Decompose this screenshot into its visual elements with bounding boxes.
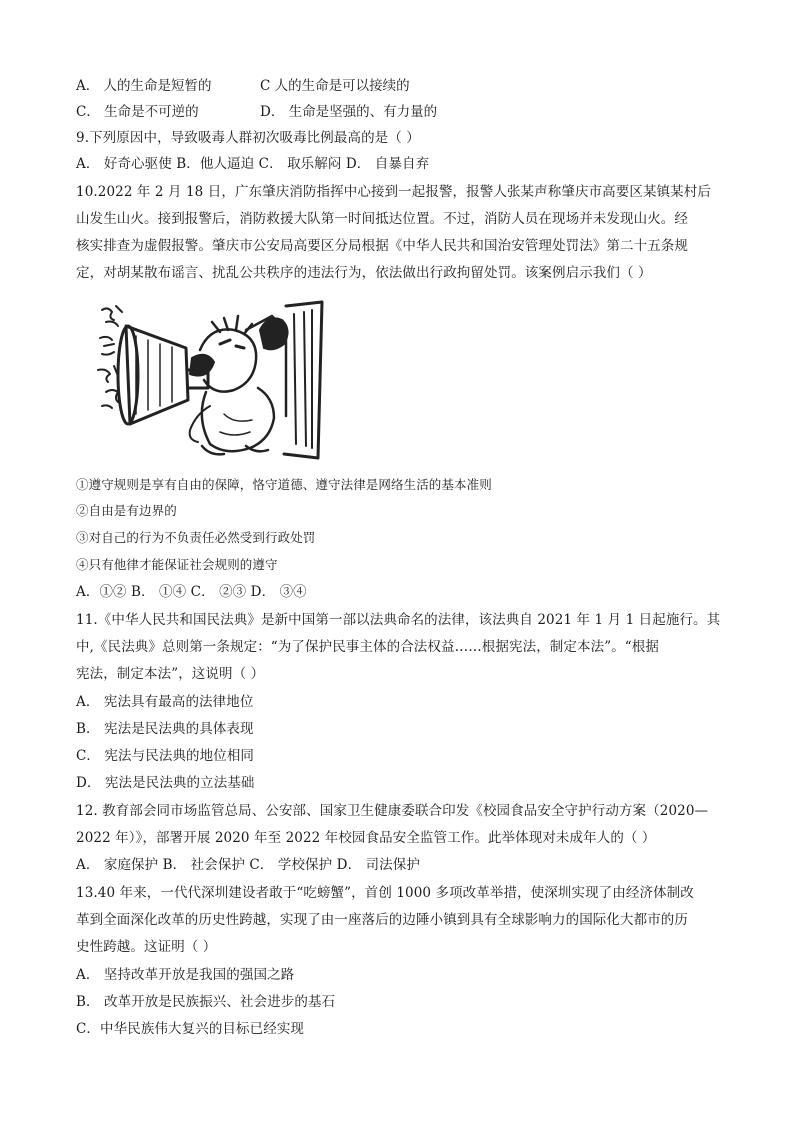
megaphone-cartoon-illustration bbox=[96, 296, 324, 462]
q9-stem: 9.下列原因中，导致吸毒人群初次吸毒比例最高的是（ ） bbox=[76, 130, 420, 146]
q10-stem-line-2: 山发生山火。接到报警后，消防救援大队第一时间抵达位置。不过，消防人员在现场并未发现山火。经 bbox=[76, 211, 688, 227]
q10-statement-4: ④只有他律才能保证社会规则的遵守 bbox=[76, 557, 278, 572]
q10-statement-3: ③对自己的行为不负责任必然受到行政处罚 bbox=[76, 530, 316, 545]
q10-statement-2: ②自由是有边界的 bbox=[76, 503, 177, 518]
q13-stem-line-3: 史性跨越。这证明（ ） bbox=[76, 939, 217, 955]
q11-option-b: B． 宪法是民法典的具体表现 bbox=[76, 721, 254, 737]
q10-statement-1: ①遵守规则是享有自由的保障，恪守道德、遵守法律是网络生活的基本准则 bbox=[76, 477, 492, 492]
q13-stem-line-2: 革到全面深化改革的历史性跨越，实现了由一座落后的边陲小镇到具有全球影响力的国际化大都市的历 bbox=[76, 912, 688, 928]
q11-stem-line-1: 11.《中华人民共和国民法典》是新中国第一部以法典命名的法律，该法典自 2021 年 1 月 1 日起施行。其 bbox=[76, 612, 721, 628]
q8-option-d: D． 生命是坚强的、有力量的 bbox=[260, 104, 438, 120]
q10-stem-line-4: 定，对胡某散布谣言、扰乱公共秩序的违法行为，依法做出行政拘留处罚。该案例启示我们（ ） bbox=[76, 265, 652, 281]
q13-option-b: B． 改革开放是民族振兴、社会进步的基石 bbox=[76, 994, 336, 1010]
q12-options: A． 家庭保护 B． 社会保护 C． 学校保护 D． 司法保护 bbox=[76, 857, 420, 873]
q9-options: A． 好奇心驱使 B．他人逼迫 C． 取乐解闷 D． 自暴自弃 bbox=[76, 156, 430, 172]
q11-stem-line-3: 宪法，制定本法”，这说明（ ） bbox=[76, 666, 265, 682]
q12-stem-line-1: 12. 教育部会同市场监管总局、公安部、国家卫生健康委联合印发《校园食品安全守护行动方案（2020— bbox=[76, 803, 709, 819]
q10-stem-line-3: 核实排查为虚假报警。肇庆市公安局高要区分局根据《中华人民共和国治安管理处罚法》第二十五条规 bbox=[76, 238, 688, 254]
q10-stem-line-1: 10.2022 年 2 月 18 日，广东肇庆消防指挥中心接到一起报警，报警人张某声称肇庆市高要区某镇某村后 bbox=[76, 184, 711, 200]
q11-option-c: C． 宪法与民法典的地位相同 bbox=[76, 748, 255, 764]
q13-option-a: A． 坚持改革开放是我国的强国之路 bbox=[76, 967, 295, 983]
q11-stem-line-2: 中,《民法典》总则第一条规定：“为了保护民事主体的合法权益……根据宪法，制定本法”。“根据 bbox=[76, 639, 659, 655]
q8-option-c: C． 生命是不可逆的 bbox=[76, 104, 199, 120]
q10-options: A．①② B． ①④ C． ②③ D． ③④ bbox=[76, 584, 307, 600]
q11-option-d: D． 宪法是民法典的立法基础 bbox=[76, 775, 255, 791]
q11-option-a: A． 宪法具有最高的法律地位 bbox=[76, 694, 254, 710]
q12-stem-line-2: 2022 年）》，部署开展 2020 年至 2022 年校园食品安全监管工作。此举体现对未成年人的（ ） bbox=[76, 830, 656, 846]
q13-stem-line-1: 13.40 年来，一代代深圳建设者敢于“吃螃蟹”，首创 1000 多项改革举措，使深圳实现了由经济体制改 bbox=[76, 885, 694, 901]
q8-option-c-inline: C 人的生命是可以接续的 bbox=[260, 78, 410, 94]
q8-option-a: A． 人的生命是短暂的 bbox=[76, 78, 212, 94]
q13-option-c: C．中华民族伟大复兴的目标已经实现 bbox=[76, 1021, 305, 1037]
